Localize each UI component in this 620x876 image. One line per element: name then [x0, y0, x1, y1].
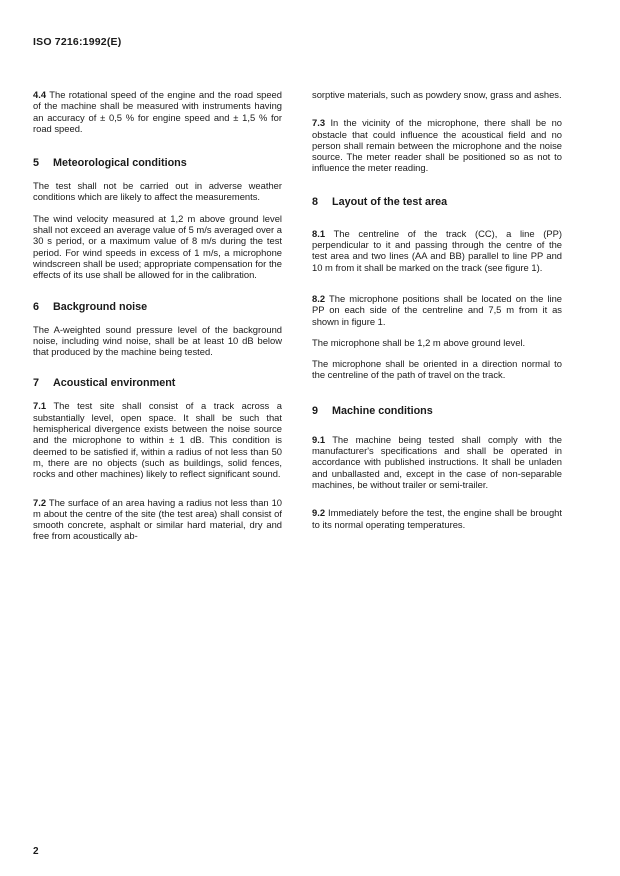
page-number: 2 — [33, 846, 39, 857]
clause-number: 9.1 — [312, 433, 326, 445]
clause-number: 7.3 — [312, 117, 326, 129]
clause-number: 9.2 — [312, 507, 326, 519]
section-heading-7 — [33, 377, 282, 390]
section-title: Background noise — [53, 300, 148, 313]
clause-7-1 — [33, 400, 282, 479]
paragraph-5a: The test shall not be carried out in adverse weather conditions which are likely to affect the measurements. — [33, 180, 282, 203]
clause-text: The centreline of the track (CC), a line (PP) perpendicular to it and passing through the centre of the test area and two lines (AA and BB) parallel to line PP and 10 m from it shall be marked on the track (see figure 1). — [312, 227, 562, 273]
clause-4-4 — [33, 89, 282, 134]
clause-number: 8.2 — [312, 292, 326, 304]
clause-text: The microphone positions shall be located on the line PP on each side of the centreline and 7,5 m from it as shown in figure 1. — [312, 292, 562, 327]
clause-text: The test site shall consist of a track across a substantially level, open space. It shall be such that hemispherical divergence exists between the noise source and the microphone to within ± 1 dB. This condition is deemed to be satisfied if, within a radius of not less than 50 m, there are no objects (such as buildings, solid fences, rocks and other machines) likely to reflect significant sound. — [33, 400, 283, 480]
section-number: 8 — [312, 195, 319, 208]
clause-text: The machine being tested shall comply with the manufacturer's specifications and shall be operated in accordance with published instructions. It shall be unladen and unballasted and, except in the case of non-separable machines, be without trailer or semi-trailer. — [312, 433, 563, 490]
clause-text: In the vicinity of the microphone, there shall be no obstacle that could influence the acoustical field and no person shall remain between the microphone and the noise source. The meter reader shall be positioned so as not to influence the meter reading. — [312, 117, 562, 174]
clause-text: The surface of an area having a radius not less than 10 m about the centre of the site (the test area) shall consist of smooth concrete, asphalt or similar hard material, dry and free from acoustically ab- — [33, 496, 283, 542]
clause-text: The rotational speed of the engine and the road speed of the machine shall be measured with instruments having an accuracy of ± 0,5 % for engine speed and ± 1,5 % for road speed. — [33, 89, 282, 134]
clause-9-2 — [312, 507, 562, 530]
paragraph-8-2c: The microphone shall be oriented in a direction normal to the centreline of the path of travel on the track. — [312, 358, 562, 381]
paragraph-6: The A-weighted sound pressure level of the background noise, including wind noise, shall be at least 10 dB below that produced by the machine being tested. — [33, 323, 282, 358]
clause-number: 7.1 — [33, 400, 47, 412]
clause-number: 4.4 — [33, 89, 47, 100]
clause-9-1 — [312, 434, 562, 490]
right-column — [312, 89, 562, 530]
clause-text: Immediately before the test, the engine shall be brought to its normal operating temperatures. — [312, 507, 562, 530]
section-number: 5 — [33, 157, 40, 170]
section-heading-9 — [312, 405, 562, 418]
section-heading-5 — [33, 157, 282, 170]
clause-number: 7.2 — [33, 496, 47, 508]
section-number: 9 — [312, 404, 319, 417]
section-number: 6 — [33, 300, 40, 313]
clause-7-3 — [312, 117, 562, 173]
section-title: Acoustical environment — [53, 377, 176, 390]
section-title: Machine conditions — [332, 404, 433, 417]
document-header: ISO 7216:1992(E) — [33, 36, 122, 48]
section-heading-6 — [33, 301, 282, 314]
clause-7-2 — [33, 497, 282, 542]
paragraph-7-2-continued: sorptive materials, such as powdery snow, grass and ashes. — [312, 89, 562, 100]
paragraph-8-2b: The microphone shall be 1,2 m above ground level. — [312, 336, 526, 348]
section-number: 7 — [33, 377, 40, 390]
section-title: Meteorological conditions — [53, 157, 187, 170]
paragraph-5b: The wind velocity measured at 1,2 m above ground level shall not exceed an average value of 5 m/s averaged over a 30 s period, or a maximum value of 8 m/s during the test period. For wind speeds in excess of 1 m/s, a microphone windscreen shall be used; appropriate compensation for the effects of its use shall be allowed for in the calibration. — [33, 212, 282, 281]
section-title: Layout of the test area — [332, 195, 448, 208]
clause-number: 8.1 — [312, 227, 326, 239]
clause-8-1 — [312, 228, 562, 273]
clause-8-2 — [312, 293, 562, 327]
section-heading-8 — [312, 196, 562, 209]
left-column — [33, 89, 282, 542]
